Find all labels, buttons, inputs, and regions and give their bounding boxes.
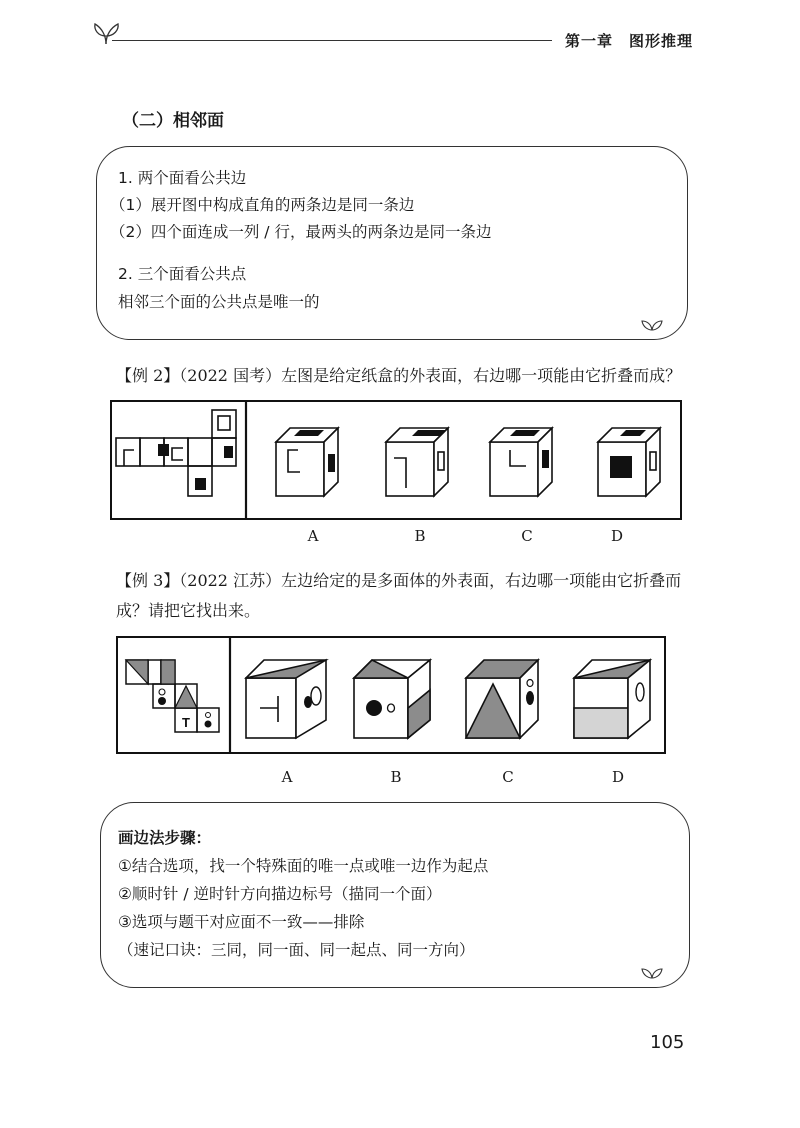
example3-option-b-label: B <box>390 768 402 786</box>
rule-heading-2: 2. 三个面看公共点 <box>118 265 247 283</box>
example3-question-line1: 【例 3】（2022 江苏）左边给定的是多面体的外表面，右边哪一项能由它折叠而 <box>116 571 682 590</box>
example3-option-a-label: A <box>281 768 293 786</box>
steps-title: 画边法步骤： <box>118 829 212 847</box>
leaf-ornament-icon <box>92 18 122 46</box>
example3-option-c-label: C <box>502 768 514 786</box>
step-line-3: ③选项与题干对应面不一致——排除 <box>118 913 365 931</box>
rule-line-3: 相邻三个面的公共点是唯一的 <box>118 293 320 311</box>
cube-net <box>116 410 236 496</box>
example2-question: 【例 2】（2022 国考）左图是给定纸盒的外表面，右边哪一项能由它折叠而成？ <box>116 366 682 385</box>
leaf-ornament-icon <box>640 318 664 332</box>
section-title: （二）相邻面 <box>122 111 224 131</box>
example2-option-a-label: A <box>307 527 319 545</box>
option-b-solid <box>354 660 430 738</box>
example3-question-line2: 成？请把它找出来。 <box>116 601 261 620</box>
header-rule <box>112 40 552 41</box>
rule-line-1: （1）展开图中构成直角的两条边是同一条边 <box>110 196 415 214</box>
example2-figure <box>110 400 682 520</box>
option-b-cube <box>386 428 448 496</box>
example3-option-d-label: D <box>611 768 625 786</box>
page-number: 105 <box>650 1032 685 1053</box>
example3-figure <box>116 636 666 754</box>
example2-option-b-label: B <box>414 527 426 545</box>
rule-heading-1: 1. 两个面看公共边 <box>118 169 247 187</box>
rule-line-2: （2）四个面连成一列 / 行，最两头的两条边是同一条边 <box>110 223 492 241</box>
step-line-4: （速记口诀：三同，同一面、同一起点、同一方向） <box>118 941 475 959</box>
step-line-1: ①结合选项，找一个特殊面的唯一点或唯一边作为起点 <box>118 857 489 875</box>
leaf-ornament-icon <box>640 966 664 980</box>
net-letter: T <box>182 715 190 730</box>
chapter-title: 第一章 图形推理 <box>565 32 694 50</box>
step-line-2: ②顺时针 / 逆时针方向描边标号（描同一个面） <box>118 885 442 903</box>
example2-option-d-label: D <box>610 527 624 545</box>
example2-option-c-label: C <box>521 527 533 545</box>
